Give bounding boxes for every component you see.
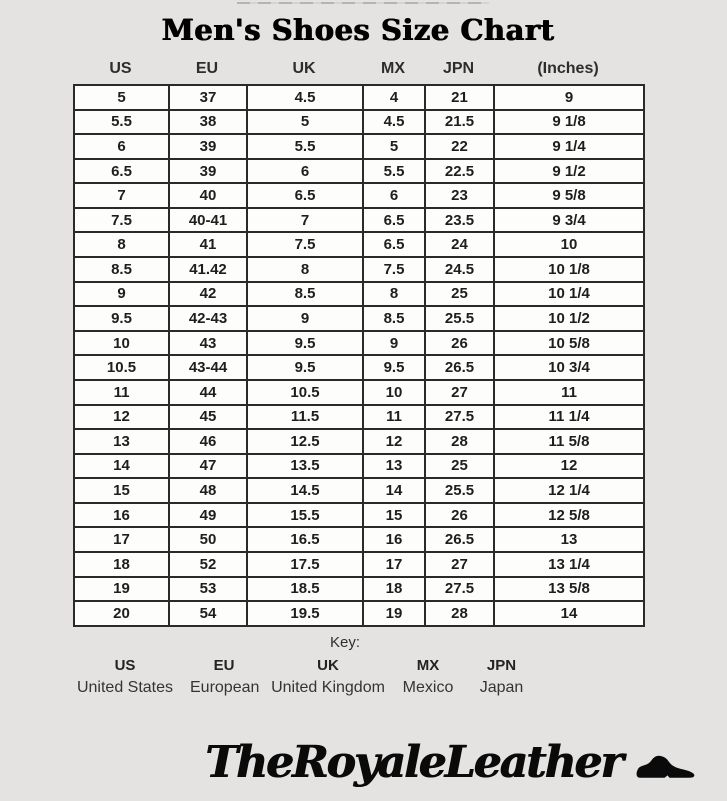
- size-cell: 11: [494, 380, 644, 405]
- size-cell: 8.5: [247, 282, 363, 307]
- size-cell: 13: [74, 429, 169, 454]
- column-header: UK: [292, 60, 316, 77]
- size-cell: 11: [74, 380, 169, 405]
- page-title: Men's Shoes Size Chart: [161, 13, 555, 47]
- size-cell: 9 1/2: [494, 159, 644, 184]
- size-cell: 21: [425, 85, 494, 110]
- size-cell: 13: [363, 454, 425, 479]
- brand-name: TheRoyaleLeather: [205, 736, 622, 788]
- size-cell: 18: [74, 552, 169, 577]
- size-cell: 6: [247, 159, 363, 184]
- key-abbr: JPN: [486, 657, 517, 674]
- size-cell: 6: [74, 134, 169, 159]
- size-cell: 4.5: [363, 110, 425, 135]
- size-cell: 18: [363, 577, 425, 602]
- size-cell: 26: [425, 331, 494, 356]
- size-cell: 20: [74, 601, 169, 626]
- size-cell: 25: [425, 282, 494, 307]
- table-row: [74, 527, 644, 552]
- size-cell: 12: [74, 405, 169, 430]
- size-cell: 7.5: [74, 208, 169, 233]
- size-cell: 6.5: [363, 232, 425, 257]
- size-cell: 13 1/4: [494, 552, 644, 577]
- key-full-name: European: [190, 679, 260, 696]
- table-row: [74, 454, 644, 479]
- size-cell: 5: [74, 85, 169, 110]
- size-cell: 41.42: [169, 257, 247, 282]
- table-row: [74, 355, 644, 380]
- size-cell: 26: [425, 503, 494, 528]
- cropped-text-artifact: [237, 2, 489, 4]
- size-cell: 52: [169, 552, 247, 577]
- size-cell: 10: [363, 380, 425, 405]
- size-cell: 14: [363, 478, 425, 503]
- size-cell: 38: [169, 110, 247, 135]
- key-abbreviations: [60, 657, 545, 674]
- size-cell: 9 1/4: [494, 134, 644, 159]
- size-cell: 8: [363, 282, 425, 307]
- size-cell: 48: [169, 478, 247, 503]
- size-cell: 8.5: [74, 257, 169, 282]
- size-cell: 7: [247, 208, 363, 233]
- size-cell: 10.5: [247, 380, 363, 405]
- size-cell: 10.5: [74, 355, 169, 380]
- size-cell: 9 3/4: [494, 208, 644, 233]
- size-cell: 7.5: [247, 232, 363, 257]
- size-cell: 14: [74, 454, 169, 479]
- size-cell: 9 5/8: [494, 183, 644, 208]
- table-row: [74, 159, 644, 184]
- size-cell: 50: [169, 527, 247, 552]
- size-cell: 9.5: [247, 331, 363, 356]
- size-cell: 4: [363, 85, 425, 110]
- key-abbr: MX: [416, 657, 440, 674]
- size-cell: 25.5: [425, 306, 494, 331]
- size-cell: 23.5: [425, 208, 494, 233]
- size-cell: 11 5/8: [494, 429, 644, 454]
- size-cell: 6.5: [363, 208, 425, 233]
- size-cell: 18.5: [247, 577, 363, 602]
- size-cell: 39: [169, 159, 247, 184]
- size-cell: 17.5: [247, 552, 363, 577]
- size-cell: 25: [425, 454, 494, 479]
- size-table-body: [74, 85, 644, 626]
- table-row: [74, 134, 644, 159]
- table-row: [74, 208, 644, 233]
- size-cell: 46: [169, 429, 247, 454]
- size-cell: 21.5: [425, 110, 494, 135]
- table-row: [74, 306, 644, 331]
- size-cell: 22.5: [425, 159, 494, 184]
- key-full-name: United States: [76, 679, 174, 696]
- size-cell: 40-41: [169, 208, 247, 233]
- column-header: US: [109, 60, 132, 77]
- size-cell: 27: [425, 380, 494, 405]
- key-full-name: Japan: [479, 679, 524, 696]
- size-cell: 16: [74, 503, 169, 528]
- size-cell: 28: [425, 601, 494, 626]
- size-cell: 12 1/4: [494, 478, 644, 503]
- size-cell: 9.5: [247, 355, 363, 380]
- size-cell: 8: [74, 232, 169, 257]
- size-cell: 53: [169, 577, 247, 602]
- size-cell: 12 5/8: [494, 503, 644, 528]
- size-cell: 13: [494, 527, 644, 552]
- table-row: [74, 282, 644, 307]
- size-cell: 9.5: [363, 355, 425, 380]
- size-cell: 10 1/4: [494, 282, 644, 307]
- size-cell: 7: [74, 183, 169, 208]
- size-cell: 47: [169, 454, 247, 479]
- column-header: JPN: [442, 60, 475, 77]
- size-cell: 12: [494, 454, 644, 479]
- column-header: EU: [195, 60, 219, 77]
- key-full-names: [60, 679, 545, 697]
- size-cell: 10 5/8: [494, 331, 644, 356]
- dress-shoe-icon: [631, 752, 697, 782]
- size-cell: 11.5: [247, 405, 363, 430]
- size-cell: 23: [425, 183, 494, 208]
- size-cell: 9: [247, 306, 363, 331]
- size-cell: 10 1/8: [494, 257, 644, 282]
- size-cell: 14.5: [247, 478, 363, 503]
- size-cell: 27.5: [425, 577, 494, 602]
- size-cell: 8.5: [363, 306, 425, 331]
- table-row: [74, 380, 644, 405]
- size-cell: 6: [363, 183, 425, 208]
- size-cell: 22: [425, 134, 494, 159]
- table-row: [74, 478, 644, 503]
- table-row: [74, 577, 644, 602]
- size-cell: 40: [169, 183, 247, 208]
- size-cell: 17: [74, 527, 169, 552]
- size-cell: 19: [74, 577, 169, 602]
- size-cell: 5.5: [247, 134, 363, 159]
- size-cell: 17: [363, 552, 425, 577]
- size-cell: 43-44: [169, 355, 247, 380]
- table-row: [74, 232, 644, 257]
- size-cell: 27: [425, 552, 494, 577]
- size-cell: 10: [494, 232, 644, 257]
- size-cell: 6.5: [247, 183, 363, 208]
- size-cell: 27.5: [425, 405, 494, 430]
- size-cell: 16.5: [247, 527, 363, 552]
- key-label: Key:: [329, 634, 360, 651]
- key-full-name: Mexico: [402, 679, 454, 696]
- size-cell: 44: [169, 380, 247, 405]
- size-cell: 15: [74, 478, 169, 503]
- key-abbr: US: [114, 657, 136, 674]
- size-cell: 16: [363, 527, 425, 552]
- size-cell: 49: [169, 503, 247, 528]
- size-cell: 45: [169, 405, 247, 430]
- size-cell: 10 3/4: [494, 355, 644, 380]
- column-header: (Inches): [537, 60, 599, 77]
- size-cell: 24.5: [425, 257, 494, 282]
- size-cell: 7.5: [363, 257, 425, 282]
- size-cell: 12: [363, 429, 425, 454]
- key-abbr: EU: [213, 657, 235, 674]
- size-cell: 5.5: [74, 110, 169, 135]
- size-cell: 26.5: [425, 527, 494, 552]
- size-cell: 19: [363, 601, 425, 626]
- size-cell: 5: [247, 110, 363, 135]
- size-cell: 11 1/4: [494, 405, 644, 430]
- size-cell: 9: [494, 85, 644, 110]
- table-row: [74, 183, 644, 208]
- key-full-name: United Kingdom: [271, 679, 385, 696]
- size-cell: 19.5: [247, 601, 363, 626]
- size-cell: 6.5: [74, 159, 169, 184]
- size-cell: 12.5: [247, 429, 363, 454]
- table-row: [74, 601, 644, 626]
- table-row: [74, 331, 644, 356]
- table-row: [74, 257, 644, 282]
- size-cell: 4.5: [247, 85, 363, 110]
- size-cell: 13 5/8: [494, 577, 644, 602]
- brand-logo: [205, 733, 697, 791]
- size-cell: 5.5: [363, 159, 425, 184]
- size-cell: 42: [169, 282, 247, 307]
- size-cell: 15: [363, 503, 425, 528]
- size-cell: 9 1/8: [494, 110, 644, 135]
- table-row: [74, 85, 644, 110]
- size-cell: 26.5: [425, 355, 494, 380]
- size-cell: 54: [169, 601, 247, 626]
- size-cell: 10 1/2: [494, 306, 644, 331]
- size-table: [73, 84, 645, 627]
- size-cell: 11: [363, 405, 425, 430]
- size-cell: 14: [494, 601, 644, 626]
- table-row: [74, 110, 644, 135]
- table-row: [74, 552, 644, 577]
- size-cell: 43: [169, 331, 247, 356]
- size-cell: 9.5: [74, 306, 169, 331]
- table-row: [74, 429, 644, 454]
- size-cell: 24: [425, 232, 494, 257]
- size-cell: 8: [247, 257, 363, 282]
- size-cell: 25.5: [425, 478, 494, 503]
- column-header: MX: [381, 60, 405, 77]
- size-cell: 15.5: [247, 503, 363, 528]
- size-cell: 5: [363, 134, 425, 159]
- size-cell: 9: [74, 282, 169, 307]
- key-abbr: UK: [317, 657, 339, 674]
- table-row: [74, 503, 644, 528]
- size-cell: 10: [74, 331, 169, 356]
- size-cell: 41: [169, 232, 247, 257]
- size-cell: 13.5: [247, 454, 363, 479]
- size-cell: 39: [169, 134, 247, 159]
- size-cell: 37: [169, 85, 247, 110]
- size-cell: 9: [363, 331, 425, 356]
- column-headers: [73, 58, 643, 80]
- size-cell: 42-43: [169, 306, 247, 331]
- size-cell: 28: [425, 429, 494, 454]
- table-row: [74, 405, 644, 430]
